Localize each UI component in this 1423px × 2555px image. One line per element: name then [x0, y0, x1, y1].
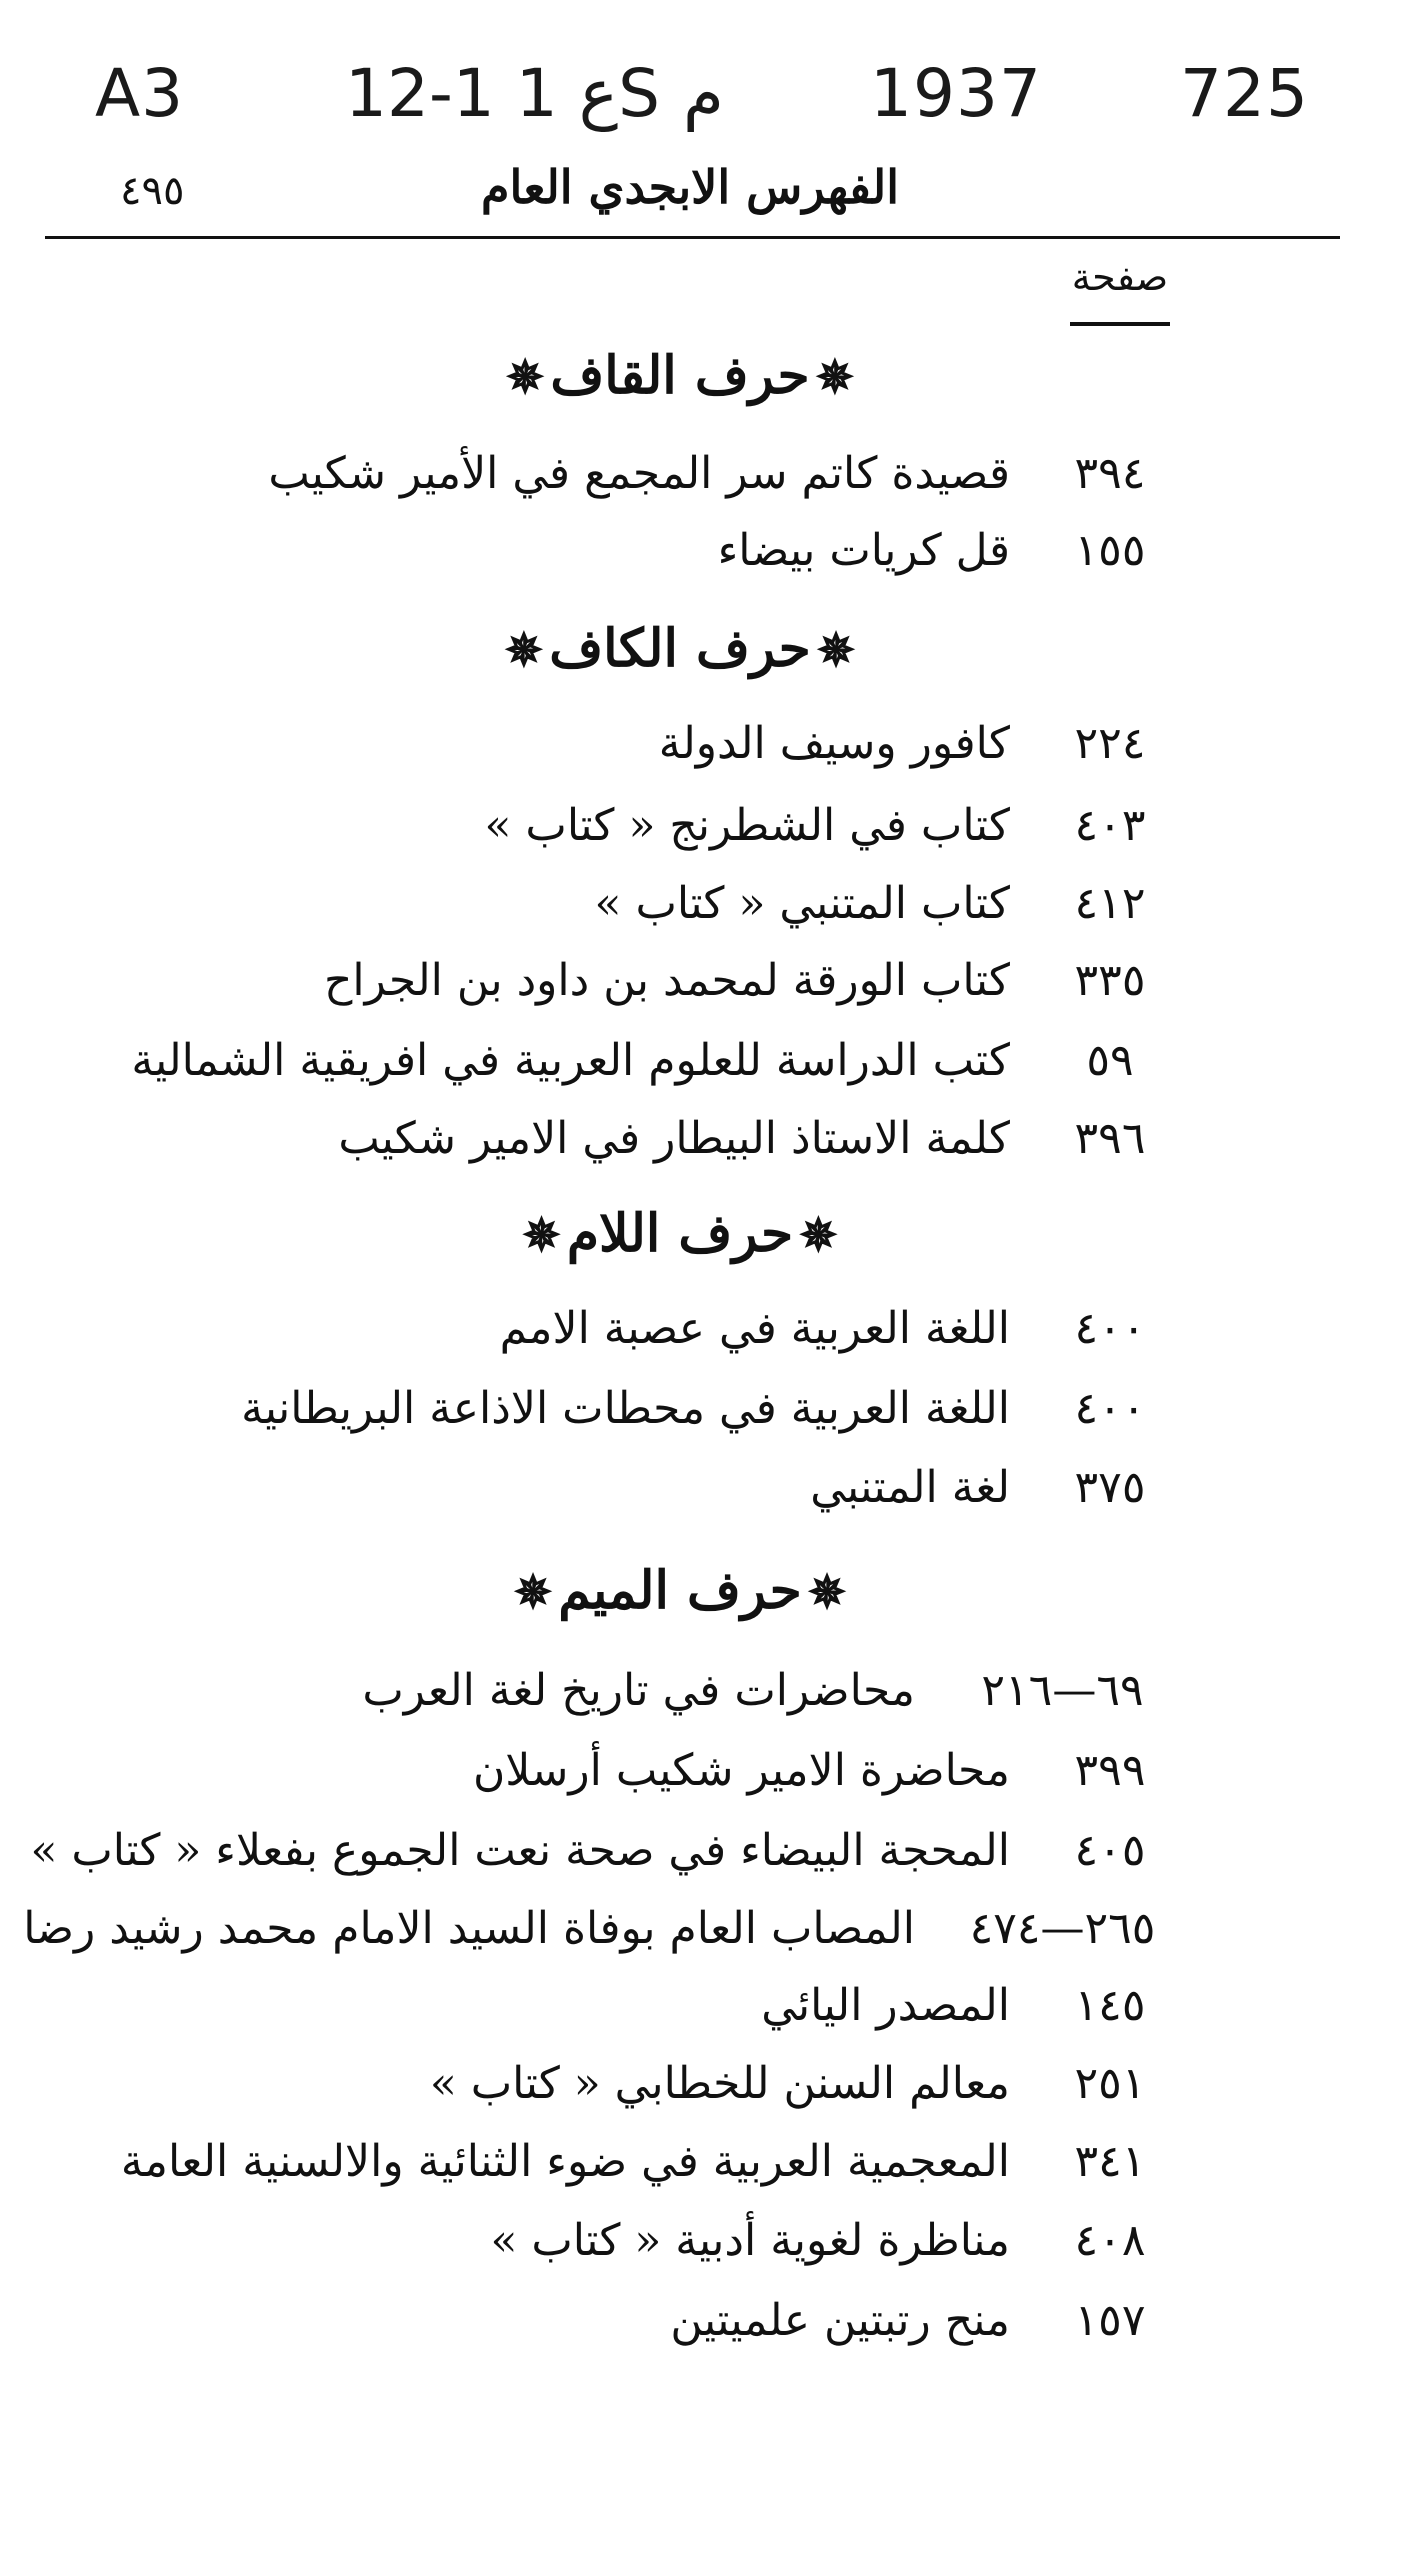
entry-page: ٤٠٠ — [1074, 1303, 1146, 1354]
entry-title: قل كريات بيضاء — [717, 525, 1010, 576]
index-entry — [150, 800, 1185, 870]
entry-page: ٢٥١ — [1074, 2058, 1146, 2109]
section-heading — [300, 345, 1060, 406]
entry-page: ١٥٧ — [1074, 2295, 1146, 2346]
column-heading-underline — [1070, 322, 1170, 326]
entry-page: ٦٩—٢١٦ — [981, 1665, 1144, 1716]
entry-page: ٤٠٨ — [1074, 2215, 1146, 2266]
entry-page: ٤١٢ — [1074, 878, 1146, 929]
entry-title: مناظرة لغوية أدبية « كتاب » — [490, 2215, 1010, 2266]
section-heading-text: حرف اللام — [566, 1203, 794, 1264]
ornament-star-icon: ✵ — [799, 1208, 838, 1262]
section-heading — [300, 1203, 1060, 1264]
index-entry — [150, 1980, 1185, 2050]
index-entry — [131, 1035, 1185, 1105]
entry-page: ٢٢٤ — [1074, 718, 1146, 769]
index-entry — [150, 2058, 1185, 2128]
entry-page: ٣٣٥ — [1074, 955, 1146, 1006]
entry-title: كافور وسيف الدولة — [658, 718, 1010, 769]
entry-title: المصدر اليائي — [761, 1980, 1010, 2031]
index-entry — [150, 1383, 1185, 1453]
index-entry — [150, 878, 1185, 948]
entry-title: المعجمية العربية في ضوء الثنائية والالسنية العامة — [120, 2136, 1010, 2187]
section-heading-text: حرف الكاف — [549, 618, 811, 679]
entry-title: كتاب في الشطرنج « كتاب » — [484, 800, 1010, 851]
ornament-star-icon: ✵ — [816, 623, 856, 677]
column-heading: صفحة — [1071, 255, 1169, 299]
index-entry — [150, 448, 1185, 518]
index-entry — [150, 1665, 1185, 1735]
handwritten-date: 12-1 ع 1S م — [345, 55, 724, 132]
entry-page: ٢٦٥—٤٧٤ — [969, 1903, 1156, 1954]
entry-page: ٥٩ — [1086, 1035, 1134, 1086]
entry-page: ٣٩٦ — [1074, 1113, 1146, 1164]
section-heading-text: حرف القاف — [550, 345, 810, 406]
entry-title: المصاب العام بوفاة السيد الامام محمد رشيد رضا — [23, 1903, 915, 1954]
index-entry — [150, 1113, 1185, 1183]
handwritten-code: A3 — [95, 55, 185, 132]
index-entry — [150, 1462, 1185, 1532]
entry-title: قصيدة كاتم سر المجمع في الأمير شكيب — [268, 448, 1010, 499]
entry-page: ٣٤١ — [1074, 2136, 1146, 2187]
section-heading-text: حرف الميم — [558, 1560, 802, 1621]
index-entry — [150, 525, 1185, 595]
index-entry — [150, 955, 1185, 1025]
ornament-star-icon: ✵ — [815, 350, 855, 404]
entry-title: اللغة العربية في محطات الاذاعة البريطانية — [241, 1383, 1010, 1434]
entry-title: محاضرات في تاريخ لغة العرب — [362, 1665, 915, 1716]
handwritten-number: 725 — [1180, 55, 1309, 132]
entry-title: محاضرة الامير شكيب أرسلان — [472, 1745, 1010, 1796]
entry-page: ١٤٥ — [1074, 1980, 1146, 2031]
entry-title: معالم السنن للخطابي « كتاب » — [429, 2058, 1010, 2109]
entry-page: ٣٧٥ — [1074, 1462, 1146, 1513]
section-heading — [300, 1560, 1060, 1621]
entry-title: كلمة الاستاذ البيطار في الامير شكيب — [338, 1113, 1010, 1164]
index-entry — [150, 2215, 1185, 2285]
entry-title: اللغة العربية في عصبة الامم — [499, 1303, 1010, 1354]
ornament-star-icon: ✵ — [513, 1565, 553, 1619]
entry-title: لغة المتنبي — [810, 1462, 1010, 1513]
page-number: ٤٩٥ — [120, 168, 185, 214]
entry-page: ٤٠٠ — [1074, 1383, 1146, 1434]
ornament-star-icon: ✵ — [807, 1565, 847, 1619]
entry-title: كتاب المتنبي « كتاب » — [594, 878, 1010, 929]
index-entry — [150, 2295, 1185, 2365]
section-heading — [300, 618, 1060, 679]
running-title: الفهرس الابجدي العام — [481, 160, 899, 214]
entry-title: المحجة البيضاء في صحة نعت الجموع بفعلاء « كتاب » — [30, 1825, 1010, 1876]
index-entry — [150, 718, 1185, 788]
entry-page: ٣٩٤ — [1074, 448, 1146, 499]
entry-page: ٤٠٣ — [1074, 800, 1146, 851]
entry-title: كتب الدراسة للعلوم العربية في افريقية الشمالية — [131, 1035, 1010, 1086]
index-entry — [150, 1303, 1185, 1373]
ornament-star-icon: ✵ — [505, 350, 545, 404]
entry-page: ٣٩٩ — [1074, 1745, 1146, 1796]
index-entry — [23, 1903, 1185, 1973]
entry-title: منح رتبتين علميتين — [670, 2295, 1010, 2346]
index-entry — [150, 1745, 1185, 1815]
entry-page: ١٥٥ — [1074, 525, 1146, 576]
entry-page: ٤٠٥ — [1074, 1825, 1146, 1876]
handwritten-year: 1937 — [870, 55, 1042, 132]
index-entry — [120, 2136, 1185, 2206]
index-entry — [30, 1825, 1185, 1895]
entry-title: كتاب الورقة لمحمد بن داود بن الجراح — [323, 955, 1010, 1006]
ornament-star-icon: ✵ — [522, 1208, 561, 1262]
ornament-star-icon: ✵ — [504, 623, 544, 677]
header-rule — [45, 236, 1340, 239]
